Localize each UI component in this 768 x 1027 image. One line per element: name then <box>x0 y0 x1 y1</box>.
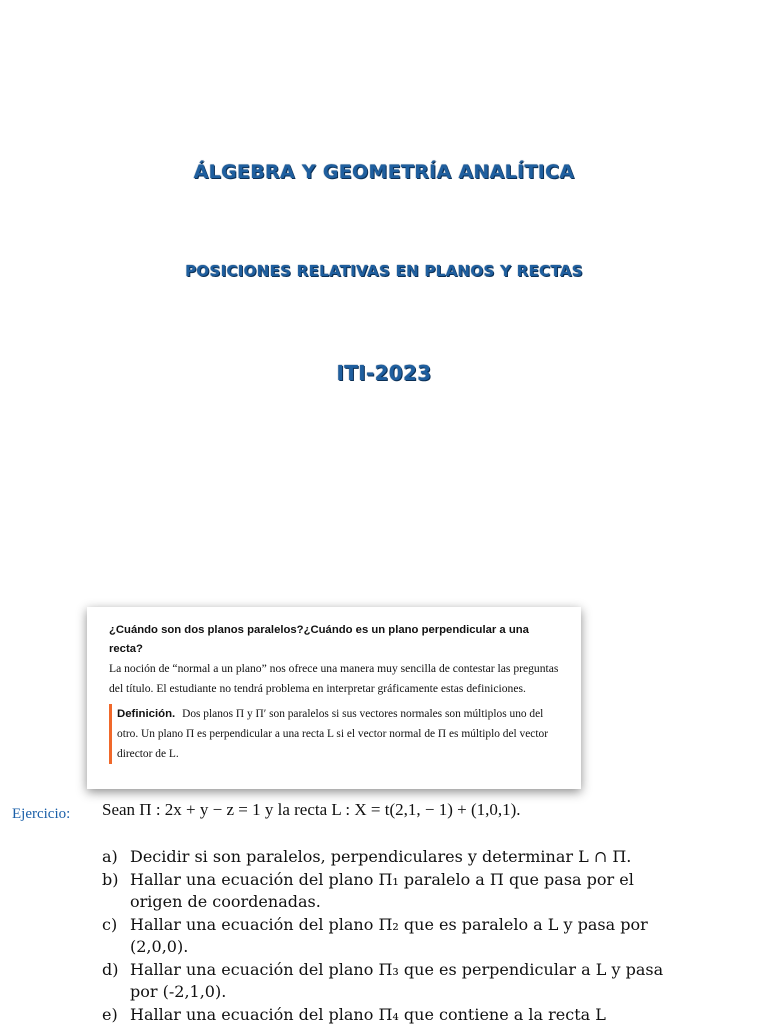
definition-heading: Definición. <box>117 708 176 720</box>
page-title: ÁLGEBRA Y GEOMETRÍA ANALÍTICA <box>193 161 575 183</box>
item-text: Hallar una ecuación del plano Π₄ que contiene a la recta L <box>130 1005 606 1024</box>
list-item <box>102 1004 682 1026</box>
exercise-items <box>102 846 682 1027</box>
course-code: ITI-2023 <box>336 361 432 385</box>
page-subtitle: POSICIONES RELATIVAS EN PLANOS Y RECTAS <box>185 262 583 280</box>
item-text: Decidir si son paralelos, perpendiculares y determinar L ∩ Π. <box>130 847 632 866</box>
item-text: Hallar una ecuación del plano Π₃ que es perpendicular a L y pasa por (-2,1,0). <box>130 960 664 1001</box>
item-letter: d) <box>102 960 119 979</box>
exercise-statement: Sean Π : 2x + y − z = 1 y la recta L : X = t(2,1, − 1) + (1,0,1). <box>102 800 521 819</box>
definition-text: Dos planos Π y Π′ son paralelos si sus vectores normales son múltiplos uno del otro. Un plano Π es perpendicular a una recta L si el vector normal de Π es múltiplo del vector director de L. <box>117 708 549 760</box>
definition-card <box>87 607 581 789</box>
item-letter: a) <box>102 847 118 866</box>
item-letter: e) <box>102 1005 118 1024</box>
item-text: Hallar una ecuación del plano Π₂ que es paralelo a L y pasa por (2,0,0). <box>130 915 648 956</box>
list-item <box>102 914 682 958</box>
list-item <box>102 869 682 913</box>
list-item <box>102 959 682 1003</box>
exercise-label: Ejercicio: <box>12 806 71 822</box>
card-question: ¿Cuándo son dos planos paralelos?¿Cuándo es un plano perpendicular a una recta? <box>109 624 529 655</box>
item-letter: c) <box>102 915 118 934</box>
item-text: Hallar una ecuación del plano Π₁ paralelo a Π que pasa por el origen de coordenadas. <box>130 870 634 911</box>
definition-block <box>109 704 559 764</box>
card-paragraph: La noción de “normal a un plano” nos ofrece una manera muy sencilla de contestar las preguntas del título. El estudiante no tendrá problema en interpretar gráficamente estas definiciones. <box>109 662 559 695</box>
item-letter: b) <box>102 870 119 889</box>
list-item <box>102 846 682 868</box>
